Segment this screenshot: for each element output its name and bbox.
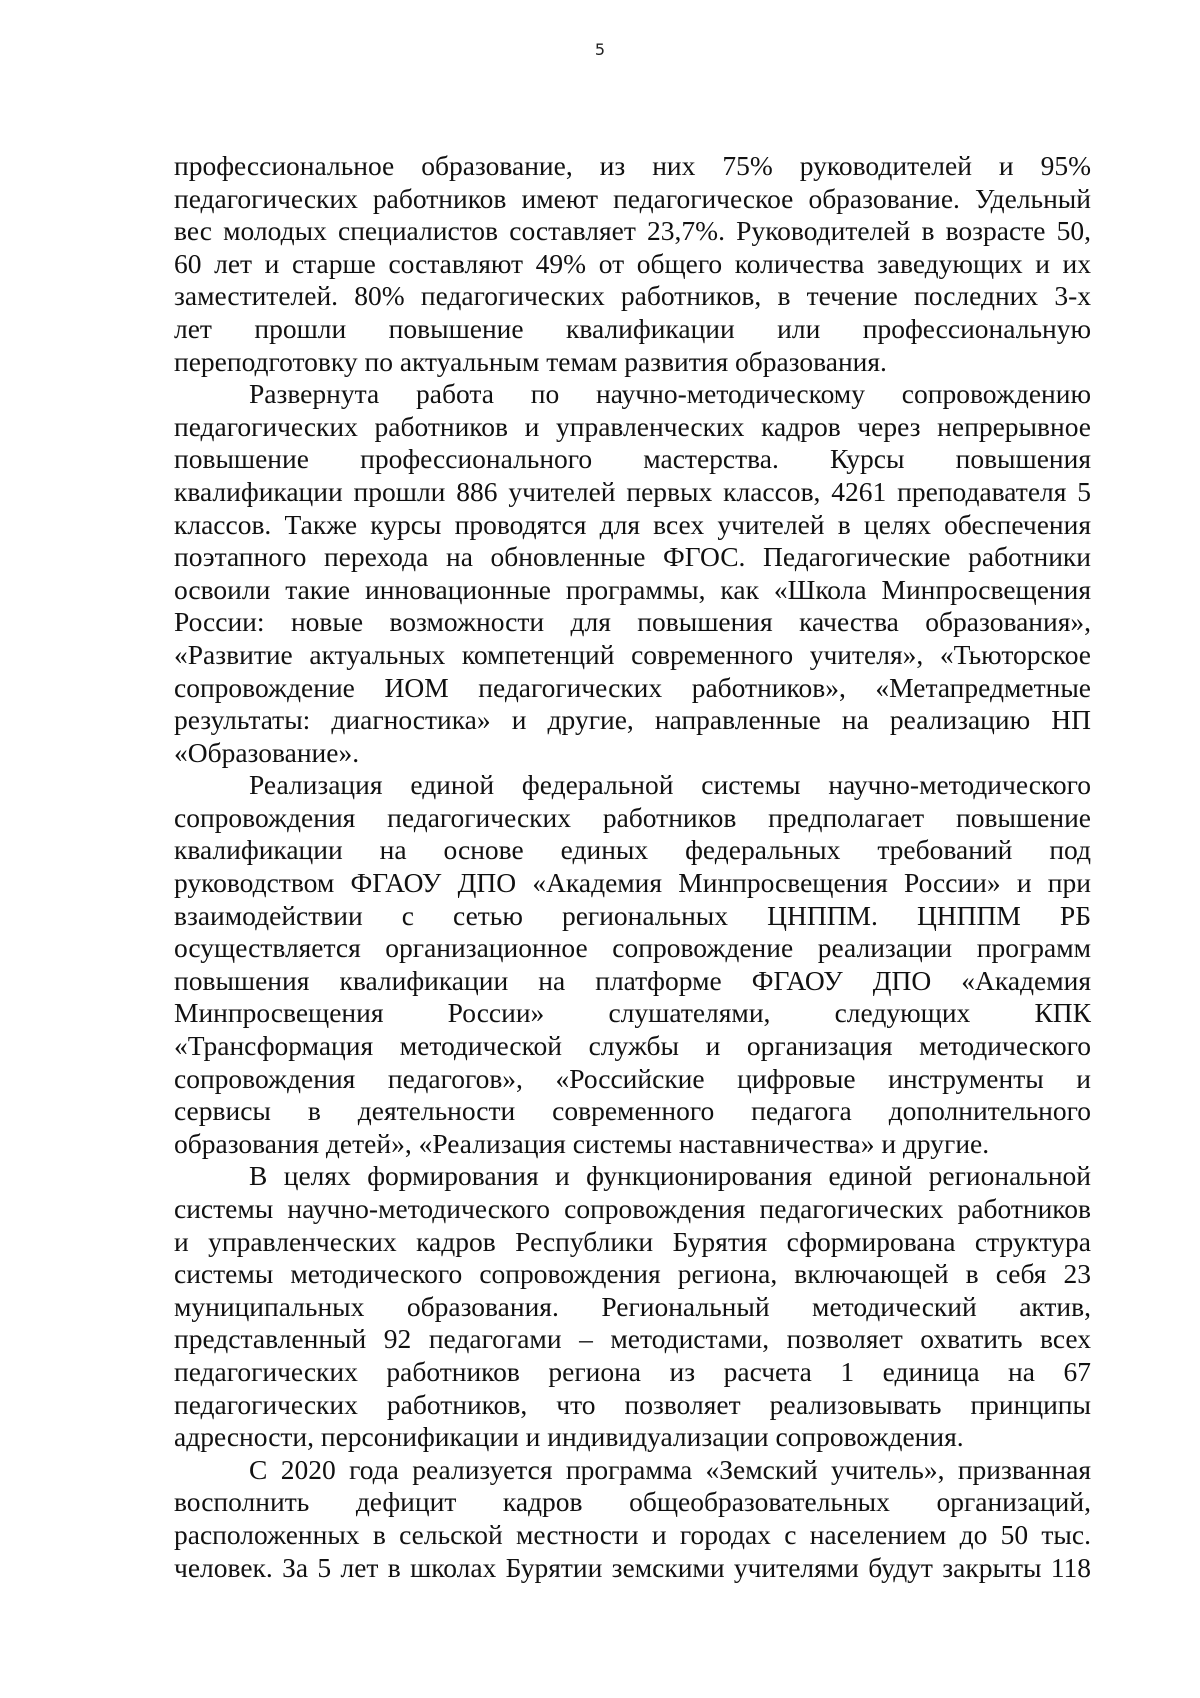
- text-line: и управленческих кадров Республики Бурятия сформирована структура: [174, 1225, 1091, 1257]
- text-line: осуществляется организационное сопровождение реализации программ: [174, 932, 1091, 964]
- text-line: руководством ФГАОУ ДПО «Академия Минпросвещения России» и при: [174, 867, 1091, 899]
- body-text: [174, 150, 1091, 1584]
- text-line: «Трансформация методической службы и организация методического: [174, 1030, 1091, 1062]
- text-line: «Образование».: [174, 736, 360, 768]
- text-line: сопровождения педагогов», «Российские цифровые инструменты и: [174, 1062, 1091, 1094]
- text-line: В целях формирования и функционирования единой региональной: [249, 1160, 1091, 1192]
- text-line: сервисы в деятельности современного педагога дополнительного: [174, 1095, 1091, 1127]
- text-line: системы методического сопровождения региона, включающей в себя 23: [174, 1258, 1091, 1290]
- text-line: «Развитие актуальных компетенций современного учителя», «Тьюторское: [174, 638, 1091, 670]
- text-line: системы научно-методического сопровождения педагогических работников: [174, 1193, 1091, 1224]
- text-line: сопровождения педагогических работников предполагает повышение: [174, 801, 1091, 833]
- text-line: Развернута работа по научно-методическому сопровождению: [249, 378, 1091, 410]
- text-line: профессиональное образование, из них 75% руководителей и 95%: [174, 150, 1091, 181]
- text-line: адресности, персонификации и индивидуализации сопровождения.: [174, 1421, 964, 1453]
- text-line: взаимодействии с сетью региональных ЦНППМ. ЦНППМ РБ: [174, 899, 1091, 931]
- text-line: Реализация единой федеральной системы научно-методического: [249, 769, 1091, 801]
- page-number: 5: [594, 40, 606, 59]
- text-line: сопровождение ИОМ педагогических работников», «Метапредметные: [174, 671, 1091, 703]
- text-line: результаты: диагностика» и другие, направленные на реализацию НП: [174, 704, 1091, 736]
- text-line: переподготовку по актуальным темам развития образования.: [174, 345, 887, 377]
- text-line: муниципальных образования. Региональный методический актив,: [174, 1290, 1091, 1322]
- text-line: заместителей. 80% педагогических работников, в течение последних 3-х: [174, 280, 1091, 312]
- text-line: Минпросвещения России» слушателями, следующих КПК: [174, 997, 1091, 1029]
- text-line: квалификации прошли 886 учителей первых классов, 4261 преподавателя 5: [174, 475, 1091, 507]
- text-line: повышения квалификации на платформе ФГАОУ ДПО «Академия: [174, 964, 1091, 996]
- text-line: педагогических работников, что позволяет реализовывать принципы: [174, 1388, 1091, 1420]
- text-line: педагогических работников и управленческих кадров через непрерывное: [174, 410, 1091, 442]
- text-line: вес молодых специалистов составляет 23,7%. Руководителей в возрасте 50,: [174, 215, 1091, 247]
- text-line: восполнить дефицит кадров общеобразовательных организаций,: [174, 1486, 1091, 1518]
- text-line: классов. Также курсы проводятся для всех учителей в целях обеспечения: [174, 508, 1091, 540]
- text-line: квалификации на основе единых федеральных требований под: [174, 834, 1091, 866]
- text-line: России: новые возможности для повышения качества образования»,: [174, 606, 1091, 638]
- text-line: поэтапного перехода на обновленные ФГОС. Педагогические работники: [174, 541, 1091, 573]
- text-line: лет прошли повышение квалификации или профессиональную: [174, 312, 1091, 344]
- text-line: расположенных в сельской местности и городах с населением до 50 тыс.: [174, 1518, 1091, 1550]
- text-line: человек. За 5 лет в школах Бурятии земскими учителями будут закрыты 118: [174, 1551, 1091, 1583]
- text-line: педагогических работников региона из расчета 1 единица на 67: [174, 1355, 1091, 1387]
- text-line: освоили такие инновационные программы, как «Школа Минпросвещения: [174, 573, 1091, 605]
- text-line: образования детей», «Реализация системы наставничества» и другие.: [174, 1127, 990, 1159]
- text-line: 60 лет и старше составляют 49% от общего количества заведующих и их: [174, 247, 1091, 279]
- text-line: повышение профессионального мастерства. Курсы повышения: [174, 443, 1091, 475]
- text-line: С 2020 года реализуется программа «Земский учитель», призванная: [249, 1453, 1091, 1485]
- text-line: педагогических работников имеют педагогическое образование. Удельный: [174, 182, 1091, 214]
- text-line: представленный 92 педагогами – методистами, позволяет охватить всех: [174, 1323, 1091, 1355]
